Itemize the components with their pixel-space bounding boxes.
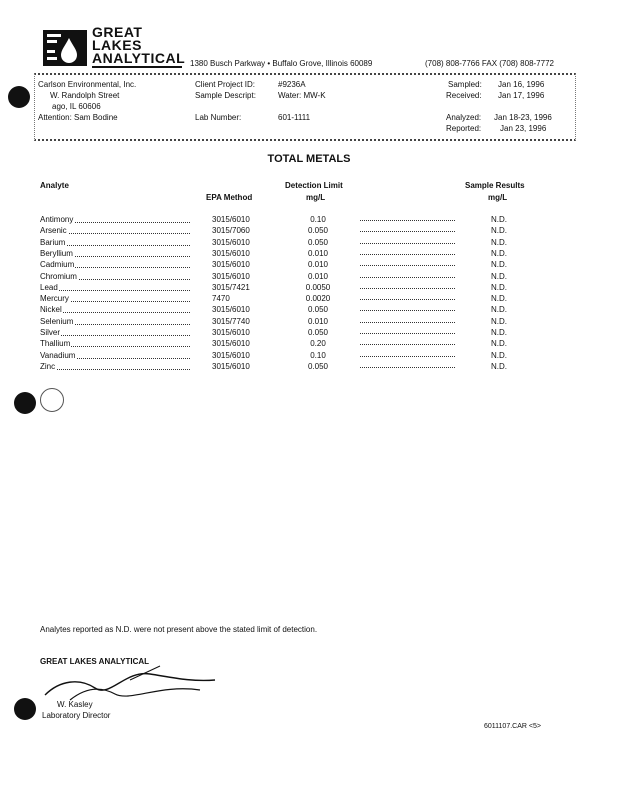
analyte-name: Selenium [40, 316, 74, 326]
analyzed-label: Analyzed: [446, 113, 482, 122]
sample-result: N.D. [491, 226, 507, 236]
sample-result: N.D. [491, 350, 507, 360]
client-street: W. Randolph Street [50, 91, 120, 100]
analyte-name: Thallium [40, 339, 71, 349]
metals-table [0, 214, 618, 374]
lab-number-label: Lab Number: [195, 113, 242, 122]
report-title: TOTAL METALS [267, 153, 351, 165]
analyte-name: Mercury [40, 294, 69, 304]
analyte-name: Barium [40, 237, 66, 247]
col-result-unit: mg/L [488, 193, 508, 202]
sample-desc-value: Water: MW-K [278, 91, 326, 100]
detection-limit: 0.010 [307, 260, 329, 270]
sample-result: N.D. [491, 237, 507, 247]
reported-value: Jan 23, 1996 [500, 124, 547, 133]
detection-limit: 0.050 [307, 237, 329, 247]
company-logo-text [92, 26, 185, 65]
signer-name: W. Kasley [57, 700, 93, 709]
sample-result: N.D. [491, 271, 507, 281]
company-logo-icon [43, 30, 87, 66]
analyte-name: Arsenic [40, 226, 67, 236]
sampled-value: Jan 16, 1996 [498, 80, 545, 89]
epa-method: 3015/6010 [212, 339, 250, 349]
col-result-header: Sample Results [465, 181, 525, 190]
binder-hole-outline-icon [40, 388, 64, 412]
table-row [0, 282, 618, 293]
company-address: 1380 Busch Parkway • Buffalo Grove, Illinois 60089 [190, 59, 373, 68]
table-row [0, 248, 618, 259]
epa-method: 3015/6010 [212, 305, 250, 315]
table-row [0, 271, 618, 282]
detection-limit: 0.10 [310, 350, 326, 360]
analyte-name: Cadmium [40, 260, 75, 270]
detection-limit: 0.0050 [305, 282, 331, 292]
table-row [0, 214, 618, 225]
sample-result: N.D. [491, 294, 507, 304]
sample-result: N.D. [491, 215, 507, 224]
analyzed-value: Jan 18-23, 1996 [494, 113, 552, 122]
client-project-value: #9236A [278, 80, 306, 89]
detection-limit: 0.050 [307, 361, 329, 371]
binder-hole-icon [8, 86, 30, 108]
logo-underline [92, 66, 182, 68]
dot-leader [360, 243, 455, 244]
epa-method: 7470 [212, 294, 230, 304]
dot-leader [360, 265, 455, 266]
client-name: Carlson Environmental, Inc. [38, 80, 137, 89]
document-code: 6011107.CAR <5> [484, 723, 541, 730]
epa-method: 3015/6010 [212, 237, 250, 247]
table-row [0, 338, 618, 349]
dot-leader [360, 356, 455, 357]
table-row [0, 225, 618, 236]
binder-hole-icon [14, 392, 36, 414]
sample-result: N.D. [491, 305, 507, 315]
analyte-name: Silver [40, 328, 61, 337]
company-phone-fax: (708) 808-7766 FAX (708) 808-7772 [425, 59, 554, 68]
analyte-name: Lead [40, 282, 58, 292]
detection-limit: 0.0020 [305, 294, 331, 304]
table-row [0, 304, 618, 315]
table-row [0, 350, 618, 361]
epa-method: 3015/6010 [212, 350, 250, 360]
detection-limit: 0.20 [310, 339, 326, 349]
epa-method: 3015/7060 [212, 226, 250, 236]
sample-result: N.D. [491, 316, 507, 326]
detection-limit: 0.050 [307, 226, 329, 236]
logo-line-2: LAKES [92, 37, 142, 53]
col-method-header: EPA Method [206, 193, 253, 202]
dot-leader [360, 367, 455, 368]
sample-result: N.D. [491, 248, 507, 258]
dot-leader [360, 220, 455, 221]
received-value: Jan 17, 1996 [498, 91, 545, 100]
sample-result: N.D. [491, 260, 507, 270]
sample-desc-label: Sample Descript: [195, 91, 256, 100]
analyte-name: Antimony [40, 215, 74, 224]
sample-result: N.D. [491, 339, 507, 349]
detection-limit: 0.050 [307, 305, 329, 315]
dot-leader [360, 288, 455, 289]
analyte-name: Vanadium [40, 350, 76, 360]
detection-limit: 0.050 [307, 328, 329, 337]
client-attention: Attention: Sam Bodine [38, 113, 118, 122]
table-row [0, 361, 618, 372]
col-detection-header: Detection Limit [285, 181, 343, 190]
epa-method: 3015/6010 [212, 215, 250, 224]
dot-leader [360, 231, 455, 232]
table-row [0, 237, 618, 248]
analyte-name: Beryllium [40, 248, 73, 258]
detection-limit: 0.010 [307, 271, 329, 281]
reported-label: Reported: [446, 124, 482, 133]
binder-hole-icon [14, 698, 36, 720]
epa-method: 3015/6010 [212, 260, 250, 270]
epa-method: 3015/6010 [212, 361, 250, 371]
client-city: ago, IL 60606 [52, 102, 101, 111]
epa-method: 3015/7421 [212, 282, 250, 292]
detection-limit: 0.010 [307, 248, 329, 258]
detection-limit: 0.010 [307, 316, 329, 326]
table-row [0, 316, 618, 327]
analyte-name: Zinc [40, 361, 56, 371]
table-row [0, 259, 618, 270]
sampled-label: Sampled: [448, 80, 482, 89]
signer-title: Laboratory Director [42, 711, 111, 720]
received-label: Received: [446, 91, 482, 100]
dot-leader [360, 333, 455, 334]
epa-method: 3015/7740 [212, 316, 250, 326]
table-row [0, 327, 618, 338]
dot-leader [360, 277, 455, 278]
dot-leader [40, 335, 190, 336]
dot-leader [360, 254, 455, 255]
lab-signature-name: GREAT LAKES ANALYTICAL [40, 657, 150, 666]
dot-leader [360, 299, 455, 300]
epa-method: 3015/6010 [212, 328, 250, 337]
client-project-label: Client Project ID: [195, 80, 256, 89]
epa-method: 3015/6010 [212, 271, 250, 281]
dot-leader [360, 322, 455, 323]
table-row [0, 293, 618, 304]
dot-leader [40, 290, 190, 291]
col-analyte-header: Analyte [40, 181, 69, 190]
dot-leader [360, 310, 455, 311]
sample-result: N.D. [491, 328, 507, 337]
footnote: Analytes reported as N.D. were not present above the stated limit of detection. [40, 625, 318, 634]
lab-number-value: 601-1111 [278, 113, 311, 122]
sample-result: N.D. [491, 361, 507, 371]
analyte-name: Chromium [40, 271, 77, 281]
col-detection-unit: mg/L [306, 193, 326, 202]
dot-leader [360, 344, 455, 345]
epa-method: 3015/6010 [212, 248, 250, 258]
analyte-name: Nickel [40, 305, 62, 315]
sample-result: N.D. [491, 282, 507, 292]
detection-limit: 0.10 [310, 215, 326, 224]
logo-line-3: ANALYTICAL [92, 50, 186, 66]
logo-line-1: GREAT [92, 24, 143, 40]
dot-leader [40, 369, 190, 370]
